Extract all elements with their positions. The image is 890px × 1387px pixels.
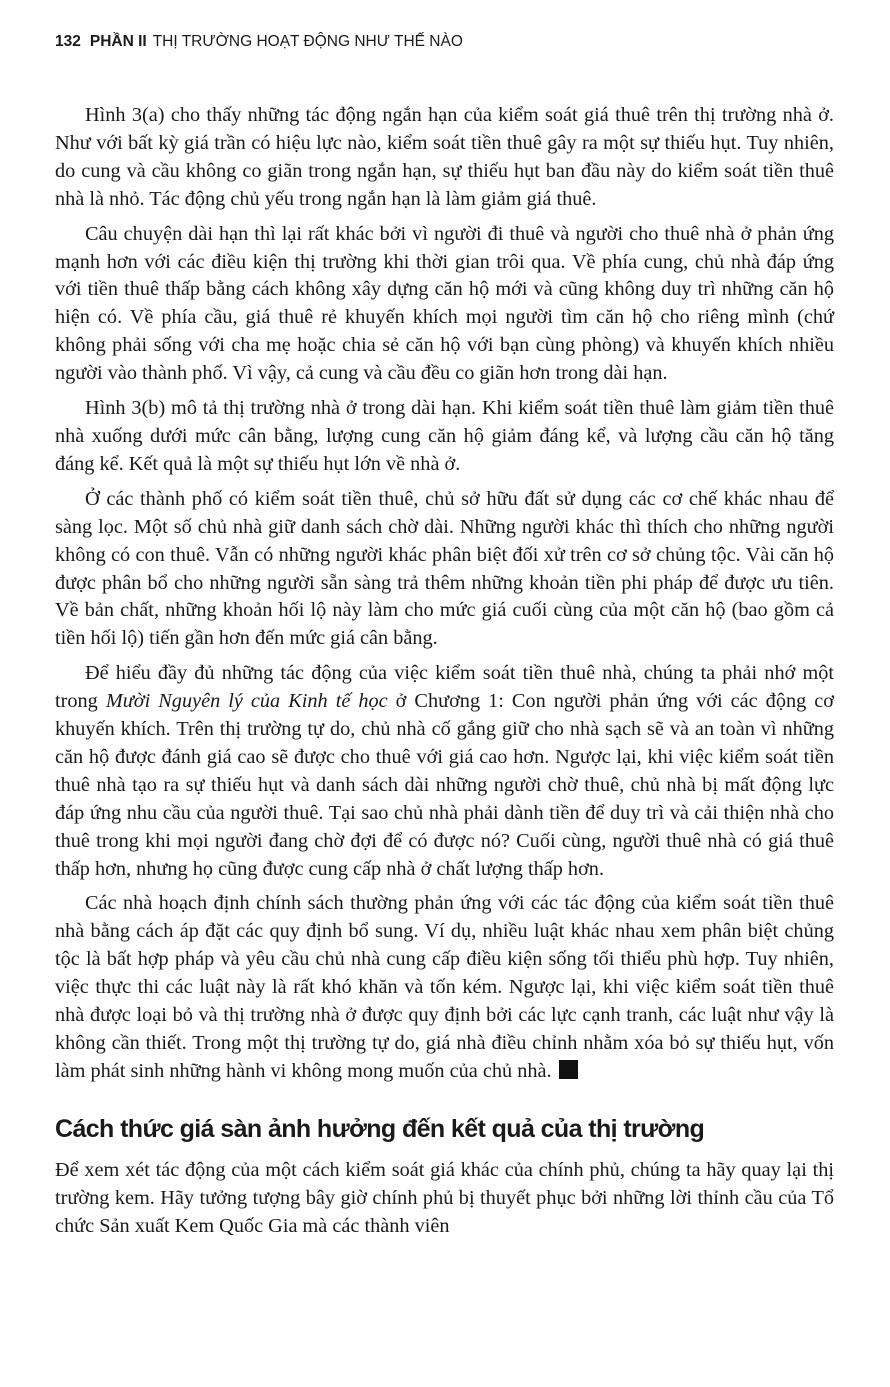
paragraph-5 [55, 660, 834, 883]
paragraph-2: Câu chuyện dài hạn thì lại rất khác bởi vì người đi thuê và người cho thuê nhà ở phản ứng mạnh hơn với các điều kiện thị trường khi thời gian trôi qua. Về phía cung, chủ nhà đáp ứng với tiền thuê thấp bằng cách không xây dựng căn hộ mới và cũng không duy trì những căn hộ hiện có. Về phía cầu, giá thuê rẻ khuyến khích mọi người tìm căn hộ cho riêng mình (chứ không phải sống với cha mẹ hoặc chia sẻ căn hộ với bạn cùng phòng) và khuyến khích nhiều người vào thành phố. Vì vậy, cả cung và cầu đều co giãn hơn trong dài hạn. [55, 222, 834, 385]
running-header [55, 32, 834, 52]
part-label: PHẦN II [89, 33, 147, 50]
paragraph-6 [55, 890, 834, 1085]
paragraph-4: Ở các thành phố có kiểm soát tiền thuê, chủ sở hữu đất sử dụng các cơ chế khác nhau để sàng lọc. Một số chủ nhà giữ danh sách chờ dài. Những người khác thì thích cho những người không có con thuê. Vẫn có những người khác phân biệt đối xử trên cơ sở chủng tộc. Vài căn hộ được phân bổ cho những người sẵn sàng trả thêm những khoản tiền phi pháp để được ưu tiên. Về bản chất, những khoản hối lộ này làm cho mức giá cuối cùng của một căn hộ (bao gồm cả tiền hối lộ) tiến gần hơn đến mức giá cân bằng. [55, 487, 834, 650]
part-title: THỊ TRƯỜNG HOẠT ĐỘNG NHƯ THẾ NÀO [152, 33, 463, 50]
paragraph-5-lead: Để hiểu đầy đủ những tác động của việc kiểm soát tiền thuê nhà, chúng ta phải nhớ một trong [55, 662, 834, 713]
end-of-case-mark [559, 1060, 578, 1079]
book-title-reference: Mười Nguyên lý của Kinh tế học [105, 690, 388, 713]
paragraph-3: Hình 3(b) mô tả thị trường nhà ở trong dài hạn. Khi kiểm soát tiền thuê làm giảm tiền thuê nhà xuống dưới mức cân bằng, lượng cung căn hộ giảm đáng kể, và lượng cầu căn hộ tăng đáng kể. Kết quả là một sự thiếu hụt lớn về nhà ở. [55, 397, 834, 475]
paragraph-5-rest: ở Chương 1: Con người phản ứng với các động cơ khuyến khích. Trên thị trường tự do, chủ nhà cố gắng giữ cho nhà sạch sẽ và an toàn vì những căn hộ được đánh giá cao sẽ được cho thuê với giá cao hơn. Ngược lại, khi việc kiểm soát tiền thuê nhà tạo ra sự thiếu hụt và danh sách dài những người chờ thuê, chủ nhà bị mất động lực đáp ứng nhu cầu của người thuê. Tại sao chủ nhà phải dành tiền để duy trì và cải thiện nhà cho thuê trong khi mọi người đang chờ đợi để có được nó? Cuối cùng, người thuê nhà có giá thuê thấp hơn, nhưng họ cũng được cung cấp nhà ở chất lượng thấp hơn. [55, 690, 834, 880]
section-paragraph-1: Để xem xét tác động của một cách kiểm soát giá khác của chính phủ, chúng ta hãy quay lại thị trường kem. Hãy tưởng tượng bây giờ chính phủ bị thuyết phục bởi những lời thỉnh cầu của Tổ chức Sản xuất Kem Quốc Gia mà các thành viên [55, 1158, 834, 1237]
page-number: 132 [55, 33, 81, 50]
paragraph-6-text: Các nhà hoạch định chính sách thường phản ứng với các tác động của kiểm soát tiền thuê nhà bằng cách áp đặt các quy định bổ sung. Ví dụ, nhiều luật khác nhau xem phân biệt chủng tộc là bất hợp pháp và yêu cầu chủ nhà cung cấp điều kiện sống tối thiểu phù hợp. Tuy nhiên, việc thực thi các luật này là rất khó khăn và tốn kém. Ngược lại, khi việc kiểm soát tiền thuê nhà được loại bỏ và thị trường nhà ở được quy định bởi các lực cạnh tranh, các luật như vậy là không cần thiết. Trong một thị trường tự do, giá nhà điều chỉnh nhằm xóa bỏ sự thiếu hụt, vốn làm phát sinh những hành vi không mong muốn của chủ nhà. [55, 892, 834, 1082]
paragraph-1: Hình 3(a) cho thấy những tác động ngắn hạn của kiểm soát giá thuê trên thị trường nhà ở. Như với bất kỳ giá trần có hiệu lực nào, kiểm soát tiền thuê gây ra một sự thiếu hụt. Tuy nhiên, do cung và cầu không co giãn trong ngắn hạn, sự thiếu hụt ban đầu này do kiểm soát tiền thuê nhà là nhỏ. Tác động chủ yếu trong ngắn hạn là làm giảm giá thuê. [55, 104, 834, 210]
section-heading: Cách thức giá sàn ảnh hưởng đến kết quả của thị trường [55, 1114, 705, 1143]
body-text [55, 102, 834, 1241]
